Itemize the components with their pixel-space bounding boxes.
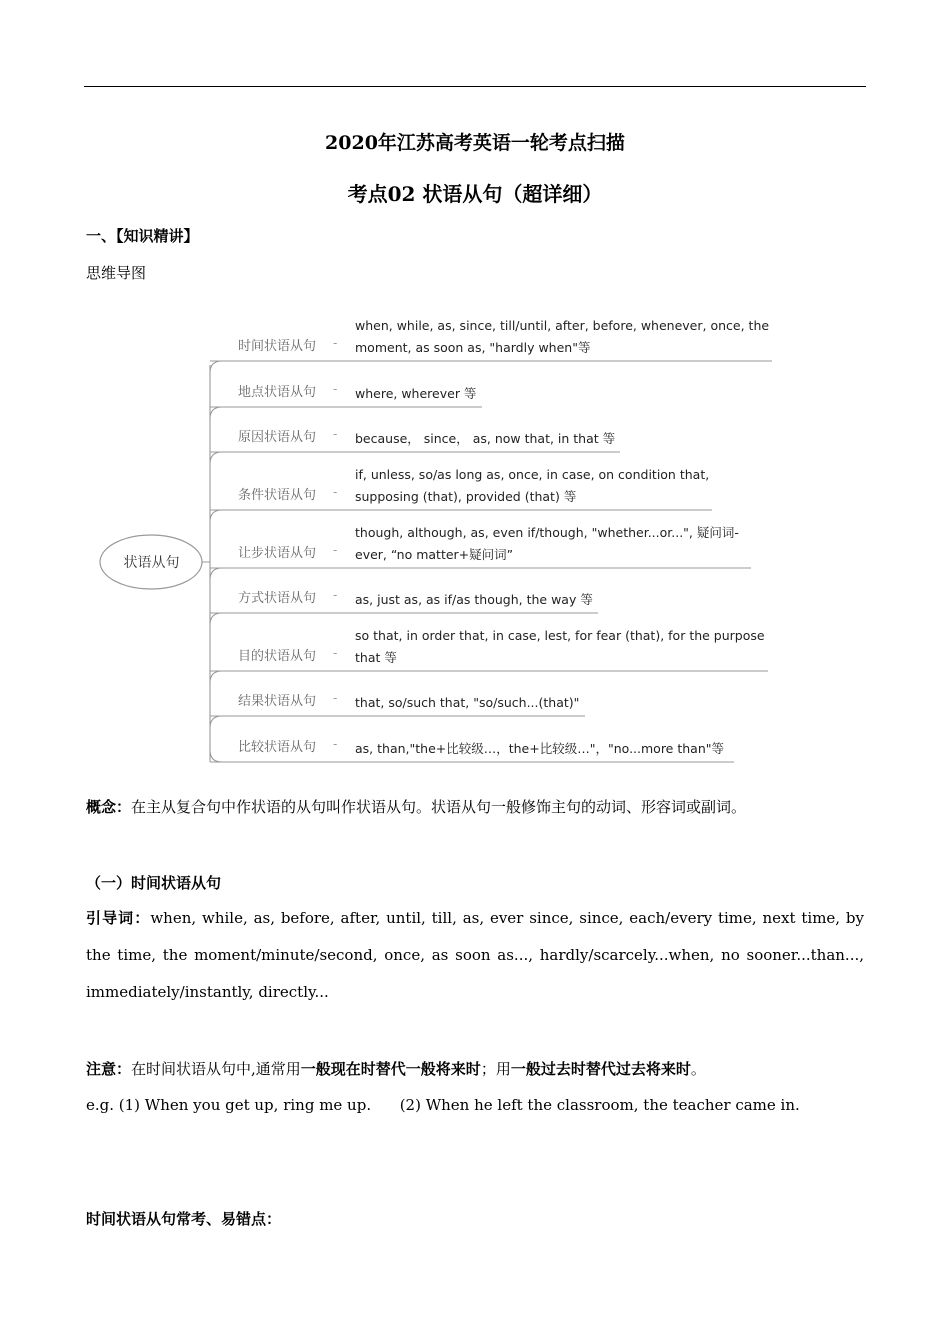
subsection-heading-time: （一）时间状语从句 [86,874,222,892]
note-text: 。 [690,1060,706,1078]
branch-dash: - [333,543,338,557]
branch-text-reason: because， since， as, now that, in that 等 [355,431,616,446]
branch-label-result: 结果状语从句 [238,694,317,709]
branch-text-result: that, so/such that, "so/such...(that)" [355,695,580,710]
concept-label: 概念： [86,798,132,816]
branch-dash: - [333,485,338,499]
subsection-heading-errors: 时间状语从句常考、易错点： [86,1210,282,1228]
leading-words-paragraph [86,900,864,1011]
concept-paragraph [86,796,864,817]
note-label: 注意： [86,1060,132,1078]
branch-text-concession: though, although, as, even if/though, "whether...or...", 疑问词- ever, “no matter+疑问词” [355,525,739,562]
branch-text-manner: as, just as, as if/as though, the way 等 [355,592,593,607]
branch-text-time: when, while, as, since, till/until, after, before, whenever, once, the moment, as soon as, "hardly when"等 [355,318,770,355]
branch-dash: - [333,382,338,396]
branch-label-manner: 方式状语从句 [238,591,317,606]
branch-label-comparison: 比较状语从句 [238,740,317,755]
branch-label-time: 时间状语从句 [238,339,317,354]
note-bold-1: 一般现在时替代一般将来时 [300,1060,481,1078]
branch-text-comparison: as, than,"the+比较级…，the+比较级…"，"no...more than"等 [355,741,725,756]
note-text: ；用 [480,1060,511,1078]
branch-dash: - [333,646,338,660]
branch-label-purpose: 目的状语从句 [238,649,317,664]
branch-text-condition: if, unless, so/as long as, once, in case, on condition that, supposing (that), provided (that) 等 [355,467,710,504]
branch-label-place: 地点状语从句 [238,385,317,400]
leads-label: 引导词： [86,909,151,927]
branch-dash: - [333,336,338,350]
branch-dash: - [333,691,338,705]
note-paragraph [86,1058,864,1079]
branch-text-purpose: so that, in order that, in case, lest, for fear (that), for the purpose that 等 [355,628,765,665]
branch-dash: - [333,427,338,441]
branch-dash: - [333,737,338,751]
section-heading: 一、【知识精讲】 [86,227,199,245]
branch-label-concession: 让步状语从句 [238,546,317,561]
branch-dash: - [333,588,338,602]
example-sentence: e.g. (1) When you get up, ring me up. (2) When he left the classroom, the teacher came in. [86,1096,800,1114]
center-node-label: 状语从句 [123,555,180,571]
branch-label-reason: 原因状语从句 [238,430,317,445]
branch-text-place: where, wherever 等 [355,386,477,401]
mindmap-heading: 思维导图 [86,264,147,282]
connector-lines [202,361,222,762]
note-bold-2: 一般过去时替代过去将来时 [510,1060,691,1078]
leads-text: when, while, as, before, after, until, till, as, ever since, since, each/every time, next time, by the time, the moment/minute/second, once, as soon as..., hardly/scarcely...when, no sooner...than..., immediately/instantly, directly... [86,909,864,1001]
page-subtitle: 考点02 状语从句（超详细） [347,182,603,206]
page-title: 2020年江苏高考英语一轮考点扫描 [325,132,625,154]
branch-label-condition: 条件状语从句 [238,488,317,503]
note-text: 在时间状语从句中,通常用 [131,1060,301,1078]
concept-text: 在主从复合句中作状语的从句叫作状语从句。状语从句一般修饰主句的动词、形容词或副词。 [131,798,747,816]
